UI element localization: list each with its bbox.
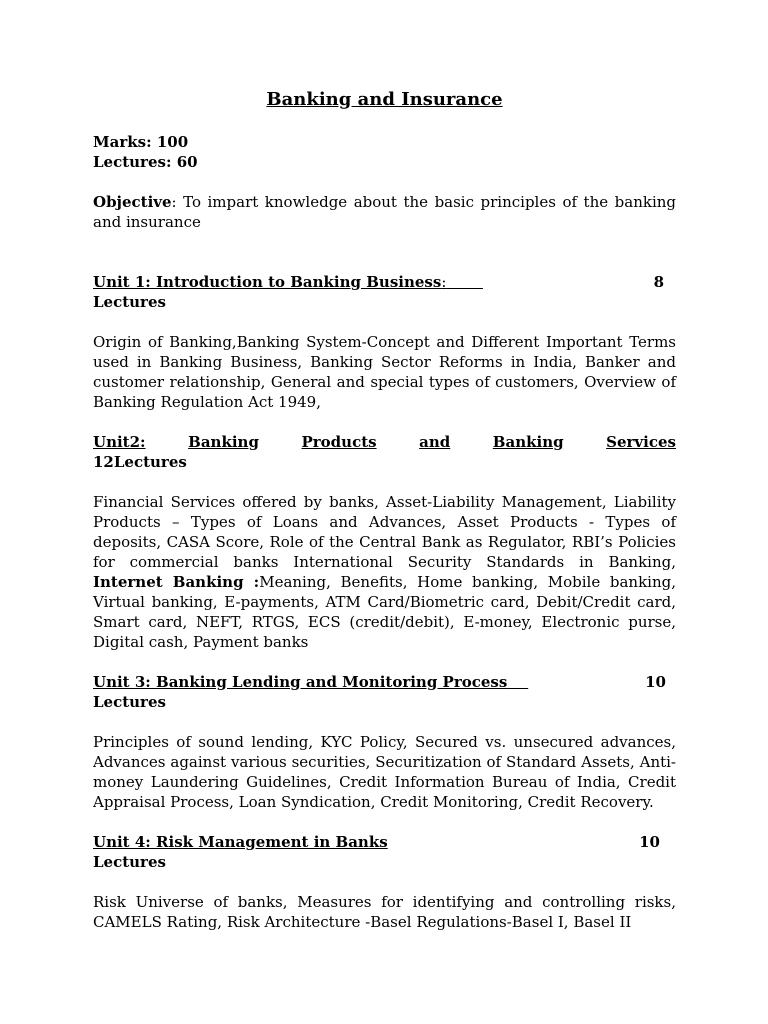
unit2-lectures: 12Lectures xyxy=(93,453,187,471)
unit2-heading xyxy=(93,432,676,452)
unit4-body: Risk Universe of banks, Measures for identifying and controlling risks, CAMELS Rating, Risk Architecture -Basel Regulations-Basel I, Basel II xyxy=(93,893,676,931)
unit2-word: Services xyxy=(606,433,676,451)
unit2-word: Unit2: xyxy=(93,433,146,451)
unit3-body: Principles of sound lending, KYC Policy, Secured vs. unsecured advances, Advances against various securities, Securitization of Standard Assets, Anti-money Laundering Guidelines, Credit Information Bureau of India, Credit Appraisal Process, Loan Syndication, Credit Monitoring, Credit Recovery. xyxy=(93,733,676,811)
unit2-word: Products xyxy=(301,433,377,451)
document-page xyxy=(93,88,676,932)
unit4-title: Unit 4: Risk Management in Banks xyxy=(93,833,388,851)
unit1-count: 8 xyxy=(653,273,664,291)
unit1-lectures: Lectures xyxy=(93,293,166,311)
objective-paragraph xyxy=(93,192,676,232)
unit1-title: Unit 1: Introduction to Banking Business xyxy=(93,273,442,291)
unit2-word: and xyxy=(419,433,451,451)
unit1-colon: : xyxy=(441,273,447,291)
unit3-count: 10 xyxy=(645,673,666,691)
lectures-line: Lectures: 60 xyxy=(93,153,198,171)
unit2-body-part1: Financial Services offered by banks, Asset-Liability Management, Liability Products – Types of Loans and Advances, Asset Products - Types of deposits, CASA Score, Role of the Central Bank as Regulator, RBI’s Policies for commercial banks International Security Standards in Banking, xyxy=(93,493,676,571)
unit4-heading xyxy=(93,832,676,852)
unit4-lectures: Lectures xyxy=(93,853,166,871)
unit2-body-part2: Meaning, Benefits, Home banking, Mobile banking, Virtual banking, E-payments, ATM Card/Biometric card, Debit/Credit card, Smart card, NEFT, RTGS, ECS (credit/debit), E-money, Electronic purse, Digital cash, Payment banks xyxy=(93,573,676,651)
marks-line: Marks: 100 xyxy=(93,133,189,151)
unit3-title: Unit 3: Banking Lending and Monitoring Process xyxy=(93,673,508,691)
objective-text: : To impart knowledge about the basic principles of the banking and insurance xyxy=(93,193,676,231)
unit2-word: Banking xyxy=(188,433,259,451)
unit3-heading xyxy=(93,672,676,692)
objective-label: Objective xyxy=(93,193,172,211)
internet-banking-label: Internet Banking : xyxy=(93,573,260,591)
unit3-lectures: Lectures xyxy=(93,693,166,711)
unit4-count: 10 xyxy=(639,833,660,851)
unit1-body: Origin of Banking,Banking System-Concept and Different Important Terms used in Banking Business, Banking Sector Reforms in India, Banker and customer relationship, General and special types of customers, Overview of Banking Regulation Act 1949, xyxy=(93,333,676,411)
unit2-word: Banking xyxy=(492,433,564,451)
page-title: Banking and Insurance xyxy=(266,89,503,110)
unit1-heading xyxy=(93,272,676,292)
unit2-body xyxy=(93,492,676,652)
